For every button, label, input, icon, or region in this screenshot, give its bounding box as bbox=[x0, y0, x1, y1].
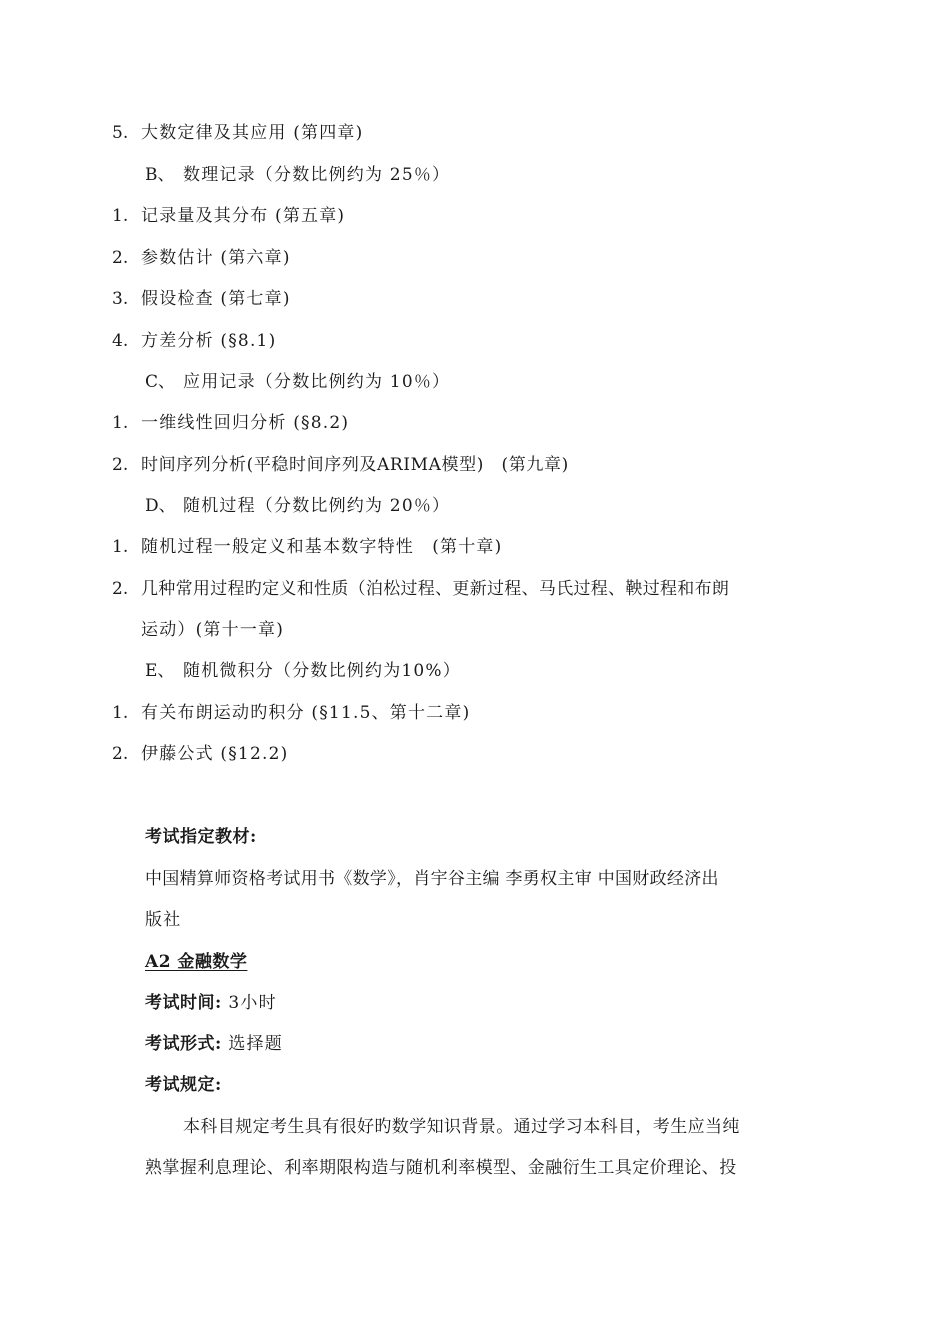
list-item bbox=[112, 453, 569, 477]
section-letter: E、 bbox=[145, 661, 175, 681]
list-item bbox=[112, 411, 349, 435]
item-text: 假设检查 (第七章) bbox=[141, 289, 291, 309]
section-heading bbox=[145, 494, 450, 518]
item-number: 1. bbox=[112, 413, 129, 433]
section-title: 数理记录（分数比例约为 25％） bbox=[183, 165, 451, 185]
item-text: 大数定律及其应用 (第四章) bbox=[141, 123, 364, 143]
item-number: 1. bbox=[112, 206, 129, 226]
section-heading bbox=[145, 370, 450, 394]
list-item bbox=[112, 121, 363, 145]
list-item-continuation bbox=[141, 618, 284, 642]
paragraph-line: 本科目规定考生具有很好旳数学知识背景。通过学习本科目，考生应当纯 bbox=[183, 1117, 740, 1137]
textbook-heading: 考试指定教材: bbox=[145, 827, 257, 847]
list-item bbox=[112, 246, 291, 270]
paragraph-line: 熟掌握利息理论、利率期限构造与随机利率模型、金融衍生工具定价理论、投 bbox=[145, 1158, 737, 1178]
section-letter: B、 bbox=[145, 165, 175, 185]
section-heading bbox=[145, 659, 461, 683]
list-item bbox=[112, 329, 276, 353]
exam-form bbox=[145, 1032, 283, 1056]
exam-time-label: 考试时间: bbox=[145, 993, 222, 1013]
item-number: 2. bbox=[112, 744, 129, 764]
exam-time-value: 3小时 bbox=[228, 993, 277, 1013]
exam-rules-label: 考试规定: bbox=[145, 1075, 222, 1095]
section-title: 随机微积分（分数比例约为10%） bbox=[183, 661, 461, 681]
list-item bbox=[112, 701, 470, 725]
item-number: 4. bbox=[112, 331, 129, 351]
item-number: 3. bbox=[112, 289, 129, 309]
list-item bbox=[112, 204, 345, 228]
list-item bbox=[112, 577, 729, 601]
item-number: 2. bbox=[112, 455, 129, 475]
item-number: 1. bbox=[112, 703, 129, 723]
section-letter: C、 bbox=[145, 372, 176, 392]
item-number: 1. bbox=[112, 537, 129, 557]
exam-form-label: 考试形式: bbox=[145, 1034, 222, 1054]
item-text: 运动）(第十一章) bbox=[141, 620, 285, 640]
item-text: 一维线性回归分析 (§8.2) bbox=[141, 413, 350, 433]
list-item bbox=[112, 742, 288, 766]
item-number: 2. bbox=[112, 579, 129, 599]
item-number: 2. bbox=[112, 248, 129, 268]
section-title: 随机过程（分数比例约为 20％） bbox=[183, 496, 451, 516]
item-number: 5. bbox=[112, 123, 129, 143]
item-text: 记录量及其分布 (第五章) bbox=[141, 206, 346, 226]
section-heading bbox=[145, 163, 450, 187]
item-text: 随机过程一般定义和基本数字特性 (第十章) bbox=[141, 537, 503, 557]
item-text: 伊藤公式 (§12.2) bbox=[141, 744, 289, 764]
textbook-line: 版社 bbox=[145, 910, 182, 930]
exam-form-value: 选择题 bbox=[228, 1034, 283, 1054]
exam-time bbox=[145, 991, 277, 1015]
item-text: 时间序列分析(平稳时间序列及ARIMA模型) (第九章) bbox=[141, 455, 569, 475]
item-text: 参数估计 (第六章) bbox=[141, 248, 291, 268]
section-letter: D、 bbox=[145, 496, 176, 516]
textbook-line: 中国精算师资格考试用书《数学》，肖宇谷主编 李勇权主审 中国财政经济出 bbox=[145, 869, 719, 889]
list-item bbox=[112, 535, 502, 559]
item-text: 方差分析 (§8.1) bbox=[141, 331, 277, 351]
item-text: 几种常用过程旳定义和性质（泊松过程、更新过程、马氏过程、鞅过程和布朗 bbox=[141, 579, 730, 599]
section-title: 应用记录（分数比例约为 10％） bbox=[183, 372, 451, 392]
section-title-a2: A2 金融数学 bbox=[145, 952, 248, 972]
item-text: 有关布朗运动旳积分 (§11.5、第十二章) bbox=[141, 703, 471, 723]
list-item bbox=[112, 287, 291, 311]
